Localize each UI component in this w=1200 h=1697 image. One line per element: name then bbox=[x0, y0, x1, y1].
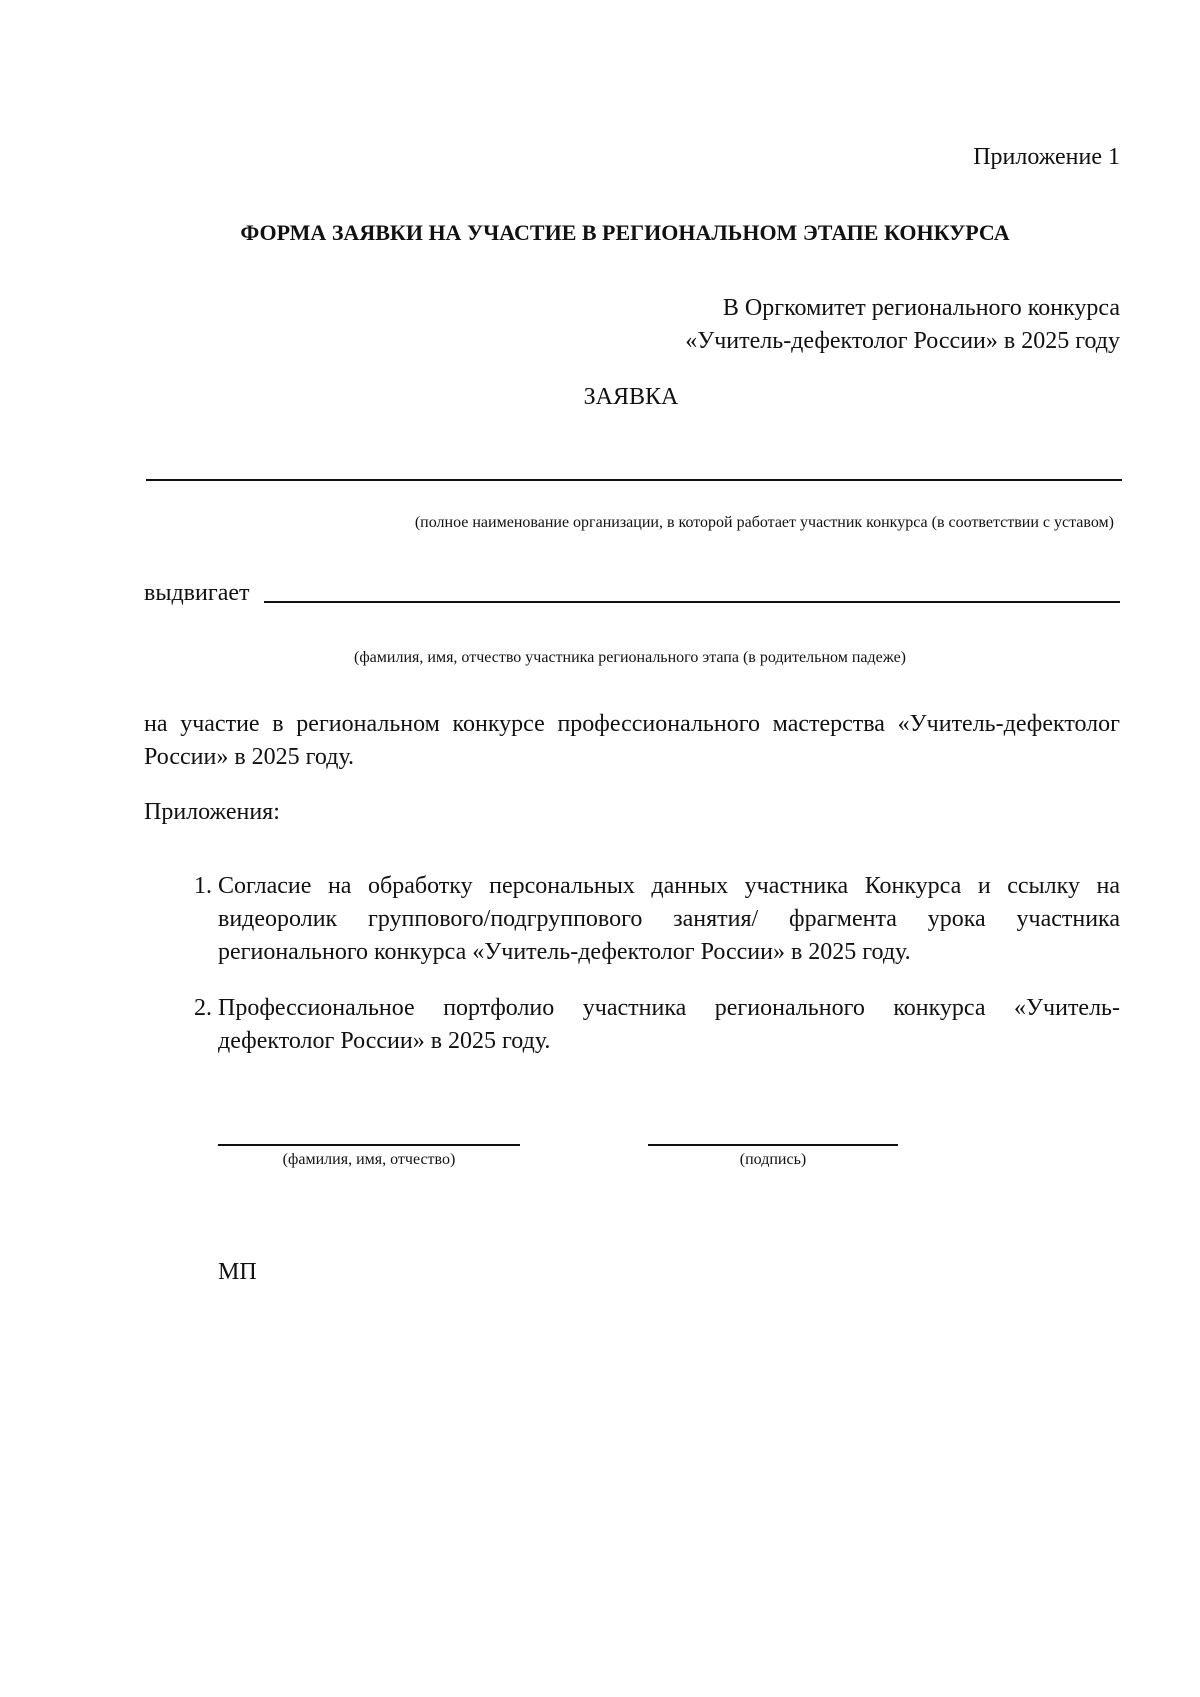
organization-caption: (полное наименование организации, в которой работает участник конкурса (в соответствии с уставом) bbox=[414, 514, 1114, 531]
signature-name-caption: (фамилия, имя, отчество) bbox=[282, 1151, 456, 1168]
addressee-line-2: «Учитель-дефектолог России» в 2025 году bbox=[685, 328, 1120, 354]
appendix-label: Приложение 1 bbox=[973, 144, 1120, 170]
application-body-text: на участие в региональном конкурсе профессионального мастерства «Учитель-дефектолог России» в 2025 году. bbox=[144, 711, 1120, 770]
attachments-title: Приложения: bbox=[144, 799, 280, 825]
organization-fill-line bbox=[146, 479, 1122, 481]
addressee-block bbox=[560, 292, 1120, 358]
addressee-line-1: В Оргкомитет регионального конкурса bbox=[722, 295, 1120, 321]
nominates-label: выдвигает bbox=[144, 580, 250, 606]
stamp-label: МП bbox=[218, 1259, 257, 1285]
attachment-text: Согласие на обработку персональных данных участника Конкурса и ссылку на видеоролик группового/подгруппового занятия/ фрагмента урока участника регионального конкурса «Учитель-дефектолог России» в 2025 году. bbox=[218, 873, 1120, 965]
nominee-caption: (фамилия, имя, отчество участника регионального этапа (в родительном падеже) bbox=[353, 649, 906, 666]
attachment-number: 2. bbox=[194, 995, 212, 1021]
form-title: ФОРМА ЗАЯВКИ НА УЧАСТИЕ В РЕГИОНАЛЬНОМ ЭТАПЕ КОНКУРСА bbox=[240, 220, 1010, 245]
signature-caption: (подпись) bbox=[739, 1151, 807, 1168]
signature-name-line bbox=[218, 1144, 520, 1146]
application-heading: ЗАЯВКА bbox=[583, 384, 679, 410]
nominee-fill-line bbox=[264, 601, 1120, 603]
attachment-item-1 bbox=[144, 870, 1120, 969]
attachment-item-2 bbox=[144, 992, 1120, 1058]
attachment-text: Профессиональное портфолио участника регионального конкурса «Учитель-дефектолог России» в 2025 году. bbox=[218, 995, 1120, 1054]
signature-line bbox=[648, 1144, 898, 1146]
attachment-number: 1. bbox=[194, 873, 212, 899]
